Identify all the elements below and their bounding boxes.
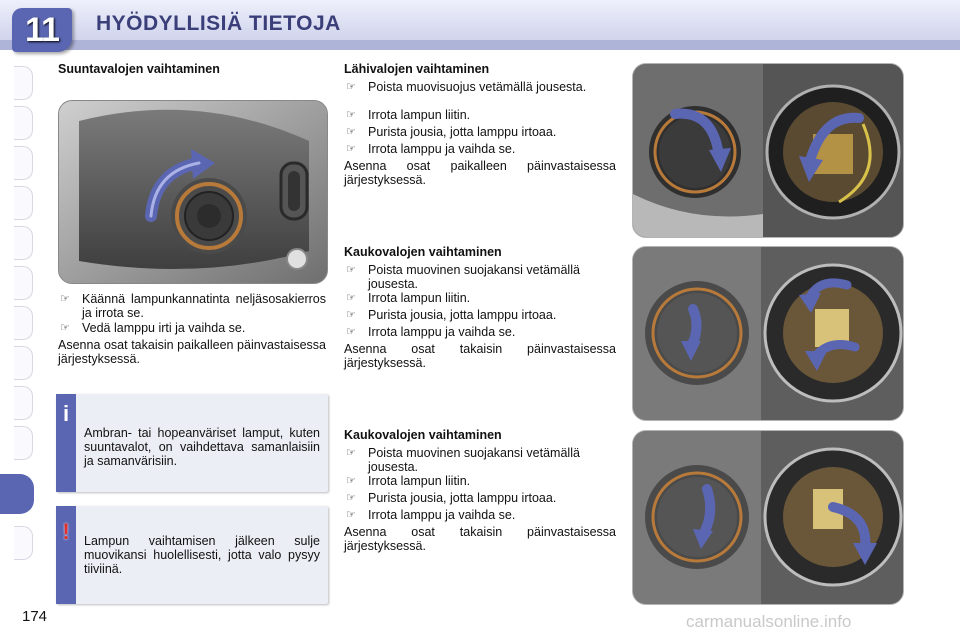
high-beam-drawing-2 bbox=[633, 431, 903, 604]
instruction-item bbox=[344, 263, 616, 291]
instruction-text: Purista jousia, jotta lamppu irtoaa. bbox=[368, 491, 557, 505]
instruction-text: Irrota lamppu ja vaihda se. bbox=[368, 325, 516, 339]
reassembly-note: Asenna osat paikalleen päinvastaisessa järjestyksessä. bbox=[344, 159, 616, 187]
chapter-index-tab-active[interactable] bbox=[0, 474, 34, 514]
instruction-item bbox=[344, 308, 616, 322]
instruction-item bbox=[344, 80, 616, 94]
low-beam-illustration bbox=[632, 63, 904, 238]
chapter-index-tab[interactable] bbox=[14, 346, 33, 380]
instruction-text: Irrota lampun liitin. bbox=[368, 291, 471, 305]
chapter-index-tab[interactable] bbox=[14, 106, 33, 140]
reassembly-note: Asenna osat takaisin paikalleen päinvastaisessa järjestyksessä. bbox=[58, 338, 326, 366]
section-heading: Suuntavalojen vaihtaminen bbox=[58, 62, 220, 76]
instruction-text: Purista jousia, jotta lamppu irtoaa. bbox=[368, 125, 557, 139]
chapter-index-tab[interactable] bbox=[14, 386, 33, 420]
bullet-hand-icon: ☞ bbox=[60, 322, 70, 334]
instruction-item bbox=[344, 474, 616, 488]
bullet-hand-icon: ☞ bbox=[346, 509, 356, 521]
bullet-hand-icon: ☞ bbox=[346, 309, 356, 321]
bullet-hand-icon: ☞ bbox=[346, 292, 356, 304]
instruction-item bbox=[344, 125, 616, 139]
bullet-hand-icon: ☞ bbox=[346, 126, 356, 138]
bullet-hand-icon: ☞ bbox=[346, 447, 356, 459]
section-heading: Lähivalojen vaihtaminen bbox=[344, 62, 490, 76]
instruction-item bbox=[344, 291, 616, 305]
reassembly-note: Asenna osat takaisin päinvastaisessa järjestyksessä. bbox=[344, 342, 616, 370]
section-heading: Kaukovalojen vaihtaminen bbox=[344, 428, 502, 442]
high-beam-illustration-1 bbox=[632, 246, 904, 421]
bullet-hand-icon: ☞ bbox=[346, 264, 356, 276]
instruction-item bbox=[344, 446, 616, 474]
header-band bbox=[0, 40, 960, 50]
instruction-item bbox=[344, 142, 616, 156]
high-beam-illustration-2 bbox=[632, 430, 904, 605]
indicator-lamp-illustration bbox=[58, 100, 328, 284]
chapter-index-tab[interactable] bbox=[14, 306, 33, 340]
page-number: 174 bbox=[22, 608, 48, 625]
bullet-hand-icon: ☞ bbox=[346, 492, 356, 504]
instruction-text: Poista muovisuojus vetämällä jousesta. bbox=[368, 80, 587, 94]
instruction-text: Poista muovinen suojakansi vetämällä jousesta. bbox=[368, 446, 580, 474]
info-note bbox=[56, 394, 328, 492]
instruction-text: Poista muovinen suojakansi vetämällä jousesta. bbox=[368, 263, 580, 291]
instruction-text: Irrota lamppu ja vaihda se. bbox=[368, 142, 516, 156]
warning-note-text: Lampun vaihtamisen jälkeen sulje muovikansi huolellisesti, jotta valo pysyy tiiviinä. bbox=[84, 534, 320, 576]
chapter-index-tab[interactable] bbox=[14, 526, 33, 560]
page-title: HYÖDYLLISIÄ TIETOJA bbox=[96, 12, 341, 35]
info-icon: i bbox=[62, 401, 70, 426]
chapter-index-rail bbox=[0, 60, 34, 572]
warning-icon: ! bbox=[62, 519, 70, 544]
bullet-hand-icon: ☞ bbox=[346, 143, 356, 155]
instruction-item bbox=[58, 292, 326, 320]
section-heading: Kaukovalojen vaihtaminen bbox=[344, 245, 502, 259]
bullet-hand-icon: ☞ bbox=[346, 326, 356, 338]
instruction-text: Irrota lamppu ja vaihda se. bbox=[368, 508, 516, 522]
bullet-hand-icon: ☞ bbox=[60, 293, 70, 305]
chapter-index-tab[interactable] bbox=[14, 146, 33, 180]
instruction-item bbox=[344, 325, 616, 339]
instruction-text: Irrota lampun liitin. bbox=[368, 108, 471, 122]
bullet-hand-icon: ☞ bbox=[346, 81, 356, 93]
instruction-text: Käännä lampunkannatinta neljäsosakierros ja irrota se. bbox=[82, 292, 326, 320]
bullet-hand-icon: ☞ bbox=[346, 109, 356, 121]
instruction-item bbox=[58, 321, 326, 335]
chapter-index-tab[interactable] bbox=[14, 186, 33, 220]
reassembly-note: Asenna osat takaisin päinvastaisessa järjestyksessä. bbox=[344, 525, 616, 553]
chapter-number: 11 bbox=[25, 11, 59, 49]
chapter-index-tab[interactable] bbox=[14, 66, 33, 100]
chapter-index-tab[interactable] bbox=[14, 226, 33, 260]
instruction-item bbox=[344, 491, 616, 505]
warning-note bbox=[56, 506, 328, 604]
chapter-index-tab[interactable] bbox=[14, 266, 33, 300]
instruction-item bbox=[344, 108, 616, 122]
watermark: carmanualsonline.info bbox=[686, 612, 852, 631]
instruction-item bbox=[344, 508, 616, 522]
instruction-text: Vedä lamppu irti ja vaihda se. bbox=[82, 321, 246, 335]
chapter-index-tab[interactable] bbox=[14, 426, 33, 460]
high-beam-drawing-1 bbox=[633, 247, 903, 420]
indicator-lamp-drawing bbox=[59, 101, 327, 283]
low-beam-drawing bbox=[633, 64, 903, 237]
info-note-text: Ambran- tai hopeanväriset lamput, kuten suuntavalot, on vaihdettava samanlaisiin ja samanvärisiin. bbox=[84, 426, 320, 468]
instruction-text: Irrota lampun liitin. bbox=[368, 474, 471, 488]
bullet-hand-icon: ☞ bbox=[346, 475, 356, 487]
instruction-text: Purista jousia, jotta lamppu irtoaa. bbox=[368, 308, 557, 322]
